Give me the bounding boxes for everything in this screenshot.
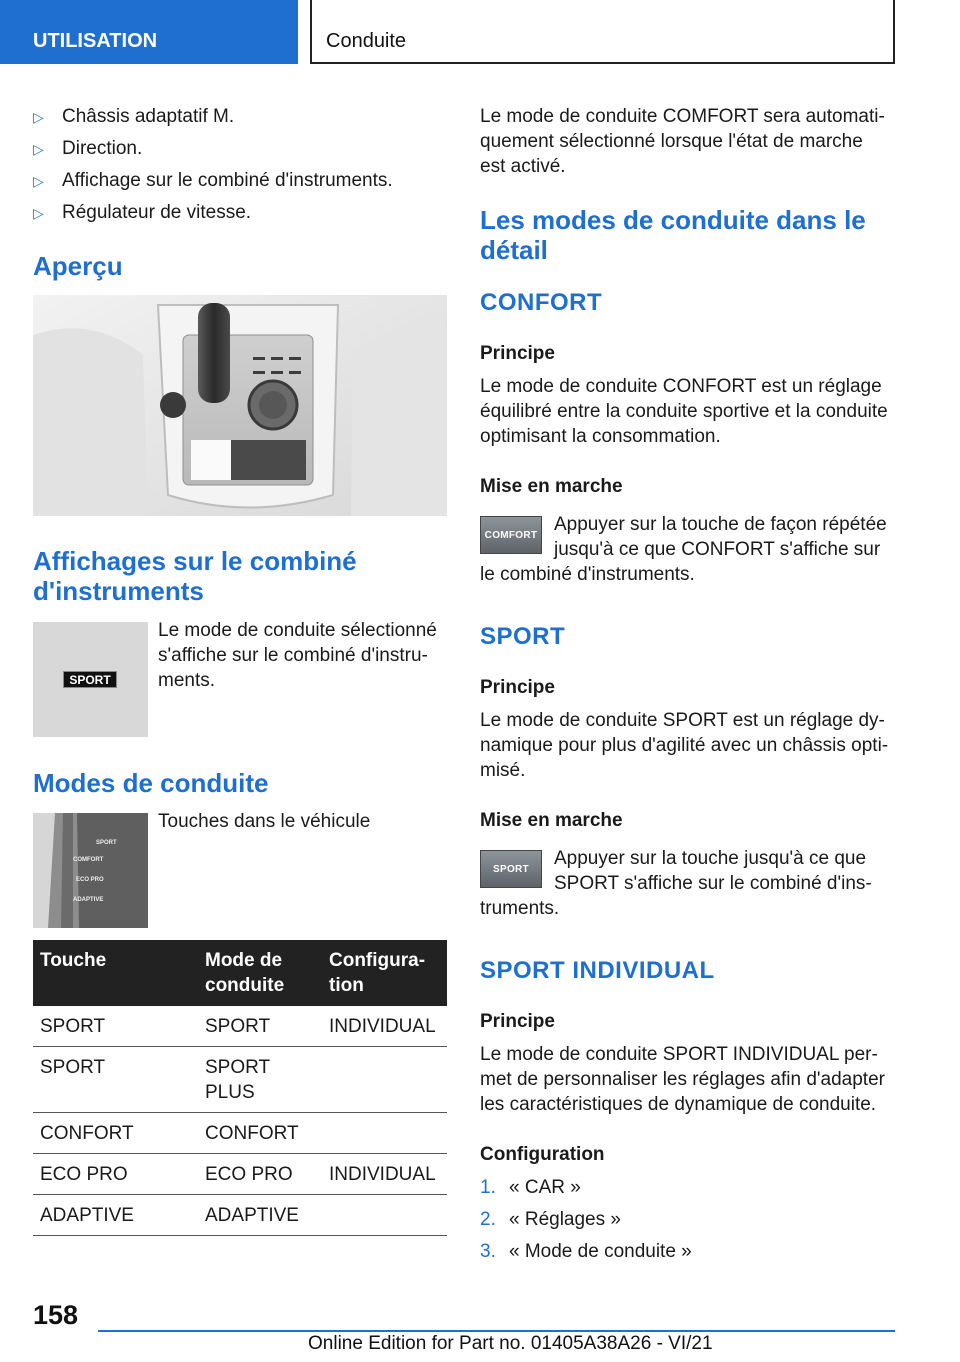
- sport-marche-line1: Appuyer sur la touche jusqu'à ce que: [554, 848, 867, 869]
- sport-button-icon: SPORT: [480, 850, 542, 888]
- confort-marche-line1: Appuyer sur la touche de façon répétée: [554, 514, 887, 535]
- table-row: SPORT SPORT INDIVIDUAL: [33, 1006, 447, 1047]
- triangle-bullet-icon: ▷: [33, 173, 44, 189]
- drive-buttons-image: [33, 813, 148, 928]
- apercu-heading: Aperçu: [33, 251, 123, 281]
- affichages-text-line3: ments.: [158, 670, 216, 691]
- page-number: 158: [33, 1300, 79, 1330]
- si-principe-line2: met de personnaliser les réglages afin d'adapter: [480, 1069, 885, 1090]
- sport-principe-line1: Le mode de conduite SPORT est un réglage dy-: [480, 710, 885, 731]
- confort-principe-line2: équilibré entre la conduite sportive et la conduite: [480, 401, 888, 422]
- modes-heading: Modes de conduite: [33, 768, 269, 798]
- sport-heading: SPORT: [480, 623, 566, 650]
- table-row: ECO PRO ECO PRO INDIVIDUAL: [33, 1154, 447, 1195]
- confort-marche-label: Mise en marche: [480, 476, 623, 497]
- chapter-tab: [310, 0, 895, 64]
- instrument-display-image: [33, 622, 148, 737]
- console-label: SPORT: [96, 840, 117, 846]
- intro-line3: est activé.: [480, 156, 566, 177]
- section-title: UTILISATION: [33, 30, 158, 52]
- table-row: CONFORT CONFORT: [33, 1113, 447, 1154]
- confort-principe-line3: optimisant la consommation.: [480, 426, 721, 447]
- confort-marche-line3: le combiné d'instruments.: [480, 564, 695, 585]
- triangle-bullet-icon: ▷: [33, 109, 44, 125]
- table-header-row: [33, 940, 447, 1006]
- table-row: SPORT SPORT PLUS: [33, 1047, 447, 1113]
- drive-buttons-illustration: [33, 813, 148, 928]
- affichages-heading-line2: d'instruments: [33, 576, 204, 606]
- affichages-text-line1: Le mode de conduite sélectionné: [158, 620, 437, 641]
- confort-heading: CONFORT: [480, 289, 603, 316]
- sport-principe-line3: misé.: [480, 760, 526, 781]
- affichages-text-line2: s'affiche sur le combiné d'instru-: [158, 645, 428, 666]
- si-principe-label: Principe: [480, 1011, 555, 1032]
- sport-principe-line2: namique pour plus d'agilité avec un châssis opti-: [480, 735, 889, 756]
- sport-individual-heading: SPORT INDIVIDUAL: [480, 957, 715, 984]
- table-header-config: Configura- tion: [322, 940, 447, 1006]
- footer-divider: [98, 1330, 895, 1332]
- detail-heading-line2: détail: [480, 235, 548, 265]
- footer-edition: Online Edition for Part no. 01405A38A26 - VI/21: [308, 1333, 713, 1354]
- sport-marche-line2: SPORT s'affiche sur le combiné d'ins-: [554, 873, 872, 894]
- console-label: ECO PRO: [76, 877, 104, 883]
- table-header-touche: Touche: [33, 940, 198, 1006]
- drive-modes-table: [33, 940, 447, 1236]
- console-label: COMFORT: [73, 857, 104, 863]
- table-row: ADAPTIVE ADAPTIVE: [33, 1195, 447, 1236]
- modes-caption: Touches dans le véhicule: [158, 811, 371, 832]
- si-principe-line3: les caractéristiques de dynamique de conduite.: [480, 1094, 877, 1115]
- si-principe-line1: Le mode de conduite SPORT INDIVIDUAL per-: [480, 1044, 878, 1065]
- triangle-bullet-icon: ▷: [33, 205, 44, 221]
- center-console-illustration: [33, 295, 447, 516]
- center-console-image: [33, 295, 447, 516]
- confort-principe-label: Principe: [480, 343, 555, 364]
- triangle-bullet-icon: ▷: [33, 141, 44, 157]
- intro-line1: Le mode de conduite COMFORT sera automati-: [480, 106, 885, 127]
- sport-principe-label: Principe: [480, 677, 555, 698]
- si-config-label: Configuration: [480, 1144, 605, 1165]
- sport-marche-label: Mise en marche: [480, 810, 623, 831]
- detail-heading-line1: Les modes de conduite dans le: [480, 205, 866, 235]
- comfort-button-icon: COMFORT: [480, 516, 542, 554]
- intro-line2: quement sélectionné lorsque l'état de marche: [480, 131, 863, 152]
- section-tab: [0, 0, 298, 64]
- affichages-heading-line1: Affichages sur le combiné: [33, 546, 357, 576]
- console-label: ADAPTIVE: [73, 897, 104, 903]
- sport-display-badge: SPORT: [63, 671, 117, 688]
- confort-principe-line1: Le mode de conduite CONFORT est un réglage: [480, 376, 882, 397]
- sport-marche-line3: truments.: [480, 898, 560, 919]
- confort-marche-line2: jusqu'à ce que CONFORT s'affiche sur: [554, 539, 881, 560]
- chapter-title: Conduite: [326, 30, 407, 52]
- table-header-mode: Mode de conduite: [198, 940, 322, 1006]
